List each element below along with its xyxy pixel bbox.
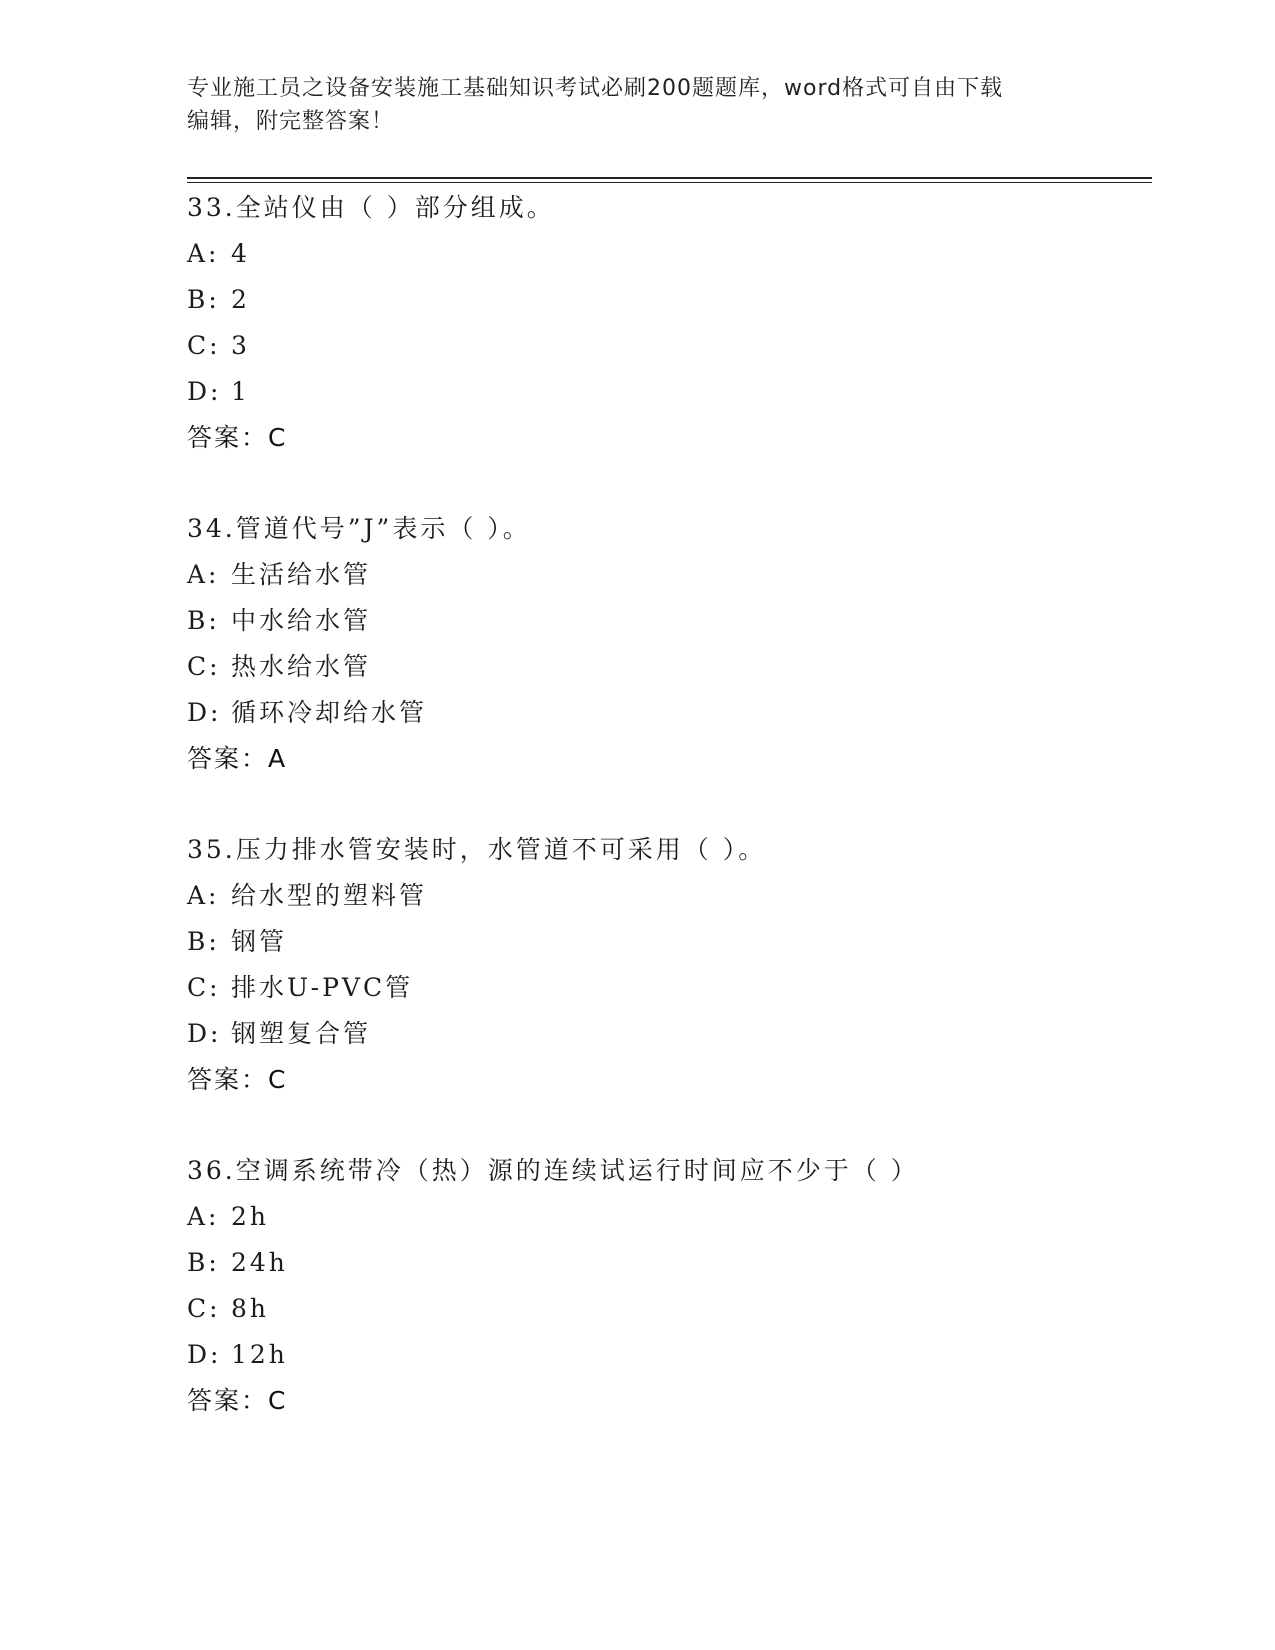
question-stem: 36.空调系统带冷（热）源的连续试运行时间应不少于（ ） — [187, 1156, 919, 1185]
question-stem: 33.全站仪由（ ）部分组成。 — [187, 193, 555, 222]
option-key: D: — [187, 377, 222, 406]
option-c — [187, 1286, 1147, 1332]
option-text: 2h — [231, 1202, 270, 1231]
option-key: C: — [187, 973, 221, 1002]
option-text: 钢塑复合管 — [231, 1019, 372, 1048]
option-text: 12h — [231, 1340, 288, 1369]
option-text: 中水给水管 — [231, 606, 372, 635]
option-b — [187, 598, 1147, 644]
option-key: C: — [187, 331, 221, 360]
option-b — [187, 919, 1147, 965]
option-key: B: — [187, 606, 220, 635]
option-key: D: — [187, 1019, 222, 1048]
option-d — [187, 690, 1147, 736]
option-key: B: — [187, 927, 220, 956]
option-d — [187, 369, 1147, 415]
question-block — [187, 827, 1147, 1103]
option-key: B: — [187, 285, 220, 314]
option-b — [187, 277, 1147, 323]
option-text: 生活给水管 — [231, 560, 372, 589]
option-text: 4 — [231, 239, 250, 268]
option-c — [187, 965, 1147, 1011]
option-key: A: — [187, 1202, 220, 1231]
option-text: 排水U-PVC管 — [231, 973, 414, 1002]
option-key: D: — [187, 698, 222, 727]
option-text: 热水给水管 — [231, 652, 372, 681]
option-text: 2 — [231, 285, 250, 314]
question-block — [187, 1148, 1147, 1424]
option-key: A: — [187, 239, 220, 268]
option-a — [187, 1194, 1147, 1240]
option-text: 钢管 — [231, 927, 288, 956]
option-d — [187, 1011, 1147, 1057]
option-key: A: — [187, 881, 220, 910]
option-key: C: — [187, 1294, 221, 1323]
header-line-2: 编辑，附完整答案！ — [187, 109, 395, 134]
question-stem: 34.管道代号”J”表示（ ）。 — [187, 514, 531, 543]
question-stem: 35.压力排水管安装时，水管道不可采用（ ）。 — [187, 835, 767, 864]
option-text: 24h — [231, 1248, 288, 1277]
answer-line: 答案：C — [187, 1386, 288, 1415]
header-line-1: 专业施工员之设备安装施工基础知识考试必刷200题题库，word格式可自由下载 — [187, 76, 1004, 101]
answer-line: 答案：A — [187, 744, 288, 773]
option-text: 1 — [231, 377, 250, 406]
answer-line: 答案：C — [187, 423, 288, 452]
option-c — [187, 323, 1147, 369]
question-block — [187, 506, 1147, 782]
header-divider-thick — [187, 177, 1152, 179]
option-b — [187, 1240, 1147, 1286]
option-a — [187, 873, 1147, 919]
answer-line: 答案：C — [187, 1065, 288, 1094]
option-key: B: — [187, 1248, 220, 1277]
option-text: 给水型的塑料管 — [231, 881, 428, 910]
option-text: 8h — [231, 1294, 270, 1323]
option-key: C: — [187, 652, 221, 681]
header-divider-thin — [187, 182, 1152, 183]
option-c — [187, 644, 1147, 690]
option-key: A: — [187, 560, 220, 589]
option-a — [187, 552, 1147, 598]
document-header — [187, 72, 1087, 138]
option-d — [187, 1332, 1147, 1378]
question-block — [187, 185, 1147, 461]
option-a — [187, 231, 1147, 277]
option-text: 循环冷却给水管 — [231, 698, 428, 727]
option-text: 3 — [231, 331, 250, 360]
option-key: D: — [187, 1340, 222, 1369]
